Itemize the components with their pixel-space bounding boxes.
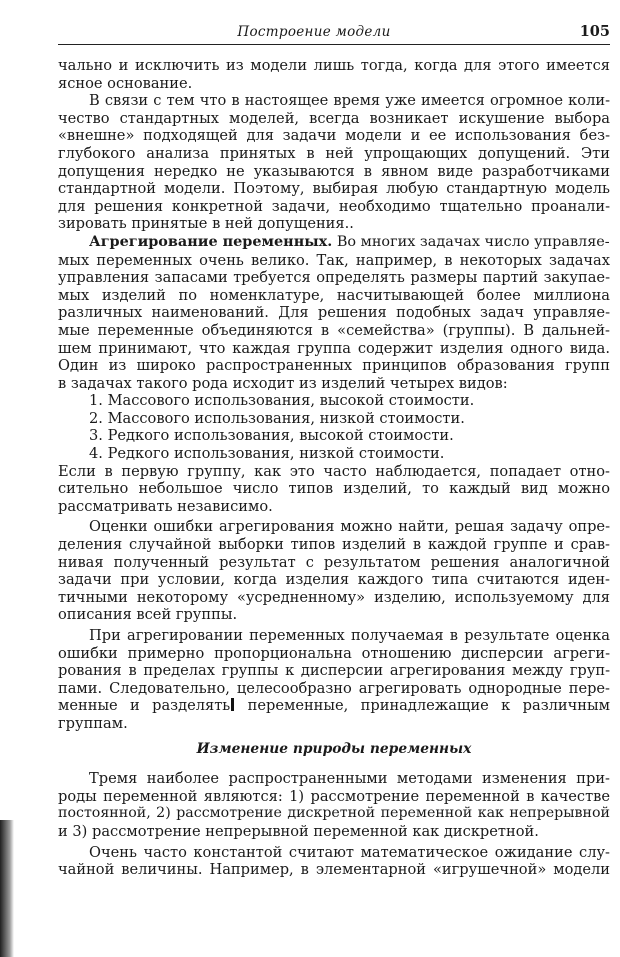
text-line: и 3) рассмотрение непрерывной переменной как дискретной. (58, 822, 539, 840)
list-item: 4. Редкого использования, низкой стоимости. (89, 445, 445, 463)
text-line: группам. (58, 714, 128, 732)
text-line: допущения нередко не указываются в явном виде разработчиками (58, 162, 610, 180)
paragraph-standard-models (58, 92, 610, 233)
page-header (58, 22, 610, 45)
text-line: различных наименований. Для решения подобных задач управляе- (58, 304, 610, 322)
text-line: чество стандартных моделей, всегда возникает искушение выбора (58, 109, 610, 127)
text-run: Во многих задачах число управляе- (332, 233, 610, 250)
text-line: При агрегировании переменных получаемая в результате оценка (89, 627, 610, 644)
text-line: задачи при условии, когда изделия каждого типа считаются иден- (58, 571, 610, 589)
numbered-list (58, 392, 610, 462)
text-line: постоянной, 2) рассмотрение дискретной переменной как непрерывной (58, 805, 610, 822)
paragraph-error-estimate (58, 518, 610, 624)
text-run: переменные, принадлежащие к различным (235, 697, 610, 715)
text-line: шем принимают, что каждая группа содержит изделия одного вида. (58, 339, 610, 357)
text-line: ошибки примерно пропорциональна отношению дисперсии агреги- (58, 644, 610, 662)
text-line: описания всей группы. (58, 606, 238, 624)
paragraph-aggregation (58, 233, 610, 392)
text-line: тичными некоторому «усредненному» изделию, используемому для (58, 588, 610, 606)
text-line: зировать принятые в ней допущения.. (58, 215, 354, 233)
text-line: мые переменные объединяются в «семейства» (группы). В дальней- (58, 321, 610, 339)
text-line: сительно небольшое число типов изделий, то каждый вид можно (58, 480, 610, 498)
running-title: Построение модели (237, 24, 391, 40)
text-line: Тремя наиболее распространенными методами изменения при- (89, 770, 610, 788)
text-line: Очень часто константой считают математическое ожидание слу- (89, 843, 610, 861)
paragraph-variance (58, 627, 610, 733)
text-line: «внешне» подходящей для задачи модели и ее использования без- (58, 127, 610, 145)
paragraph-first-group (58, 463, 610, 516)
text-line: мых переменных очень велико. Так, например, в некоторых задачах (58, 251, 610, 269)
text-run: менные и разделять (58, 697, 231, 715)
run-in-heading: Агрегирование переменных. (89, 232, 333, 250)
list-item: 3. Редкого использования, высокой стоимости. (89, 427, 454, 445)
text-line: мых изделий по номенклатуре, насчитывающей более миллиона (58, 286, 610, 304)
text-line: В связи с тем что в настоящее время уже имеется огромное коли- (89, 92, 610, 110)
text-line: чайной величины. Например, в элементарной «игрушечной» модели (58, 861, 610, 879)
ink-mark (231, 698, 234, 711)
text-line: рования в пределах группы к дисперсии агрегирования между груп- (58, 662, 610, 680)
body-text (58, 57, 610, 879)
text-line: пами. Следовательно, целесообразно агрегировать однородные пере- (58, 679, 610, 697)
text-line: нивая полученный результат с результатом решения аналогичной (58, 553, 610, 571)
text-line: Один из широко распространенных принципов образования групп (58, 357, 610, 375)
text-line: для решения конкретной задачи, необходимо тщательно проанали- (58, 197, 610, 215)
text-line: Оценки ошибки агрегирования можно найти, решая задачу опре- (89, 518, 610, 536)
text-line: управления запасами требуется определять размеры партий закупае- (58, 269, 610, 287)
text-line: ясное основание. (58, 74, 193, 92)
text-line: роды переменной являются: 1) рассмотрение переменной в качестве (58, 787, 610, 805)
text-line: глубокого анализа принятых в ней упрощающих допущений. Эти (58, 144, 610, 162)
page-number: 105 (579, 23, 610, 40)
binding-shadow (0, 820, 14, 957)
section-heading: Изменение природы переменных (196, 740, 472, 757)
text-line: стандартной модели. Поэтому, выбирая любую стандартную модель (58, 180, 610, 198)
text-line: в задачах такого рода исходит из изделий четырех видов: (58, 374, 508, 392)
text-line: рассматривать независимо. (58, 497, 273, 515)
list-item: 2. Массового использования, низкой стоимости. (89, 409, 465, 427)
paragraph-expectation (58, 844, 610, 879)
paragraph-methods (58, 770, 610, 840)
text-line: деления случайной выборки типов изделий в каждой группе и срав- (58, 536, 610, 554)
text-line (58, 697, 610, 715)
text-line: Если в первую группу, как это часто наблюдается, попадает отно- (58, 462, 610, 480)
text-line: чально и исключить из модели лишь тогда, когда для этого имеется (58, 57, 610, 74)
paragraph-continuation (58, 57, 610, 92)
text-line (58, 233, 610, 252)
list-item: 1. Массового использования, высокой стоимости. (89, 392, 475, 410)
